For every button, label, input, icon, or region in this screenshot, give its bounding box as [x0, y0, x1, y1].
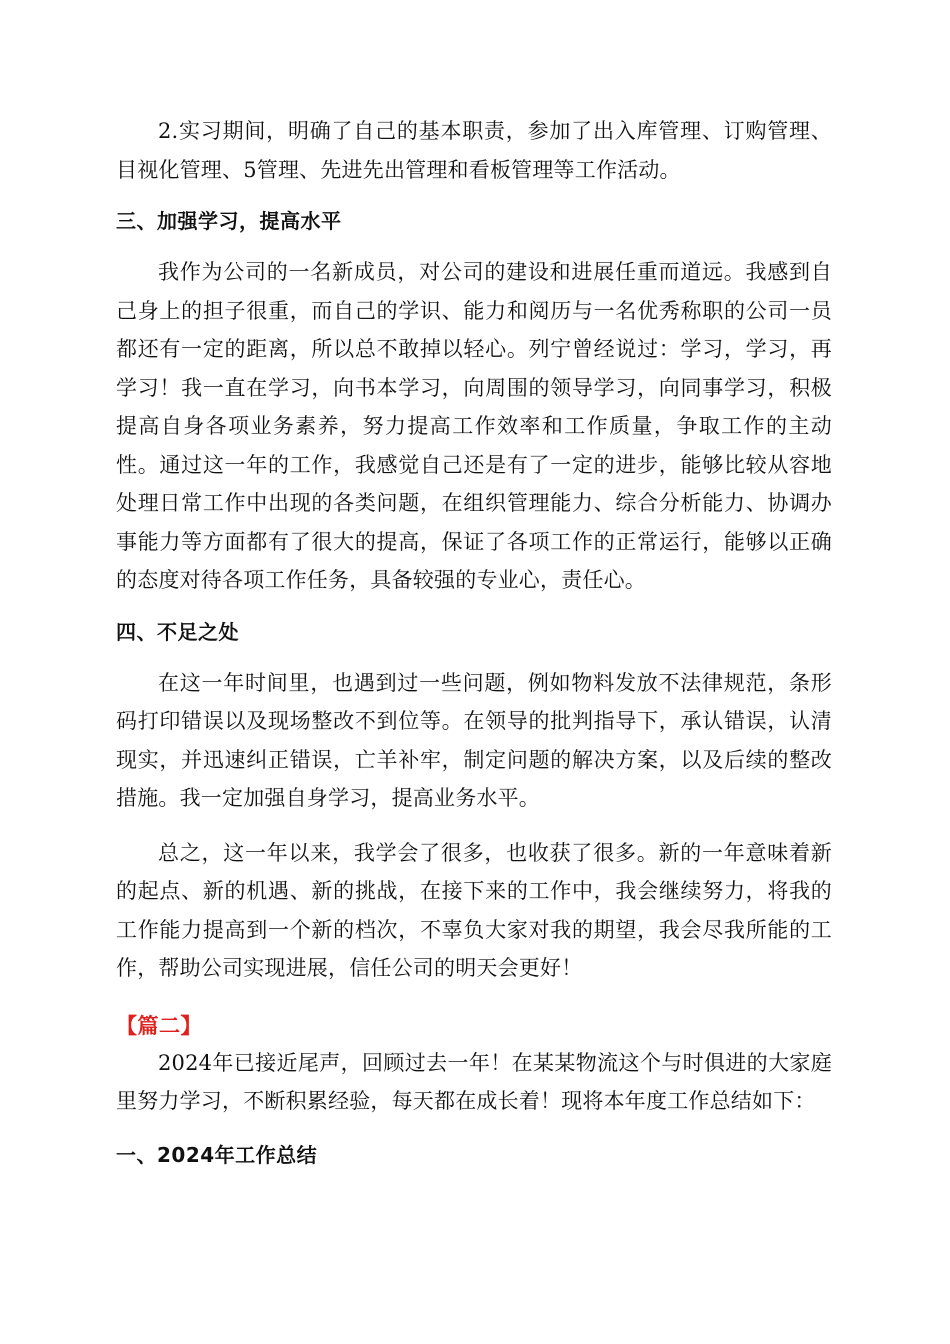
document-body	[116, 112, 832, 1173]
heading-study: 三、加强学习，提高水平	[116, 209, 342, 233]
heading-shortcomings: 四、不足之处	[116, 619, 239, 644]
section-title-part-two: 【篇二】	[116, 1013, 202, 1038]
heading-2024-summary: 一、2024年工作总结	[116, 1142, 318, 1167]
paragraph-duties: 2.实习期间，明确了自己的基本职责，参加了出入库管理、订购管理、目视化管理、5管理、先进先出管理和看板管理等工作活动。	[116, 119, 832, 182]
paragraph-intro-2024: 2024年已接近尾声，回顾过去一年！在某某物流这个与时俱进的大家庭里努力学习，不断积累经验，每天都在成长着！现将本年度工作总结如下：	[116, 1050, 832, 1113]
paragraph-shortcomings: 在这一年时间里，也遇到过一些问题，例如物料发放不法律规范，条形码打印错误以及现场整改不到位等。在领导的批判指导下，承认错误，认清现实，并迅速纠正错误，亡羊补牢，制定问题的解决方案，以及后续的整改措施。我一定加强自身学习，提高业务水平。	[116, 670, 832, 810]
paragraph-conclusion: 总之，这一年以来，我学会了很多，也收获了很多。新的一年意味着新的起点、新的机遇、新的挑战，在接下来的工作中，我会继续努力，将我的工作能力提高到一个新的档次，不辜负大家对我的期望，我会尽我所能的工作，帮助公司实现进展，信任公司的明天会更好！	[116, 840, 832, 980]
paragraph-study: 我作为公司的一名新成员，对公司的建设和进展任重而道远。我感到自己身上的担子很重，而自己的学识、能力和阅历与一名优秀称职的公司一员都还有一定的距离，所以总不敢掉以轻心。列宁曾经说过：学习，学习，再学习！我一直在学习，向书本学习，向周围的领导学习，向同事学习，积极提高自身各项业务素养，努力提高工作效率和工作质量，争取工作的主动性。通过这一年的工作，我感觉自己还是有了一定的进步，能够比较从容地处理日常工作中出现的各类问题，在组织管理能力、综合分析能力、协调办事能力等方面都有了很大的提高，保证了各项工作的正常运行，能够以正确的态度对待各项工作任务，具备较强的专业心，责任心。	[116, 260, 832, 592]
